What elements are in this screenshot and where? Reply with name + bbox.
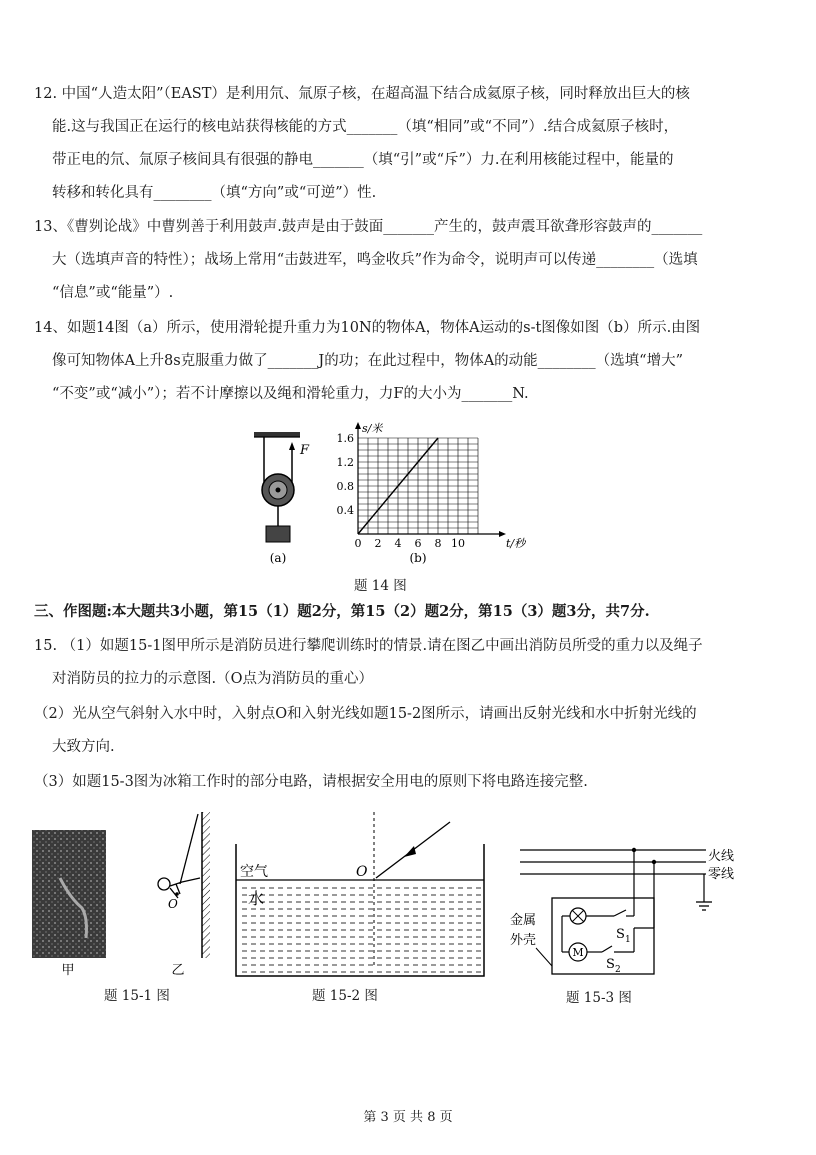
y-axis-label: s/米 [362, 422, 383, 435]
q14-line3: “不变”或“减小”）；若不计摩擦以及绳和滑轮重力，力F的大小为_______N. [52, 386, 529, 402]
label-b: (b) [409, 551, 427, 565]
label-metal: 金属 [510, 913, 537, 928]
label-s2-sub: 2 [615, 965, 621, 975]
q13-line2: 大（选填声音的特性）；战场上常用“击鼓进军，鸣金收兵”作为命令，说明声可以传递________（选填 [52, 252, 698, 268]
q15-line2: 对消防员的拉力的示意图.（O点为消防员的重心） [52, 671, 373, 687]
x-tick-label: 4 [394, 537, 402, 550]
q12-line2: 能.这与我国正在运行的核电站获得核能的方式_______（填“相同”或“不同”）.结合成氦原子核时， [52, 119, 679, 135]
label-water: 水 [248, 889, 265, 908]
x-axis-label: t/秒 [506, 537, 526, 550]
figure-15-1 [30, 808, 220, 980]
fridge-shell [552, 898, 654, 974]
x-tick-label: 2 [374, 537, 382, 550]
label-live: 火线 [708, 849, 735, 864]
ceiling-support [254, 432, 300, 437]
y-axis-arrow [355, 422, 361, 429]
label-yi: 乙 [171, 963, 185, 978]
label-s1-sub: 1 [625, 935, 631, 945]
label-a: (a) [269, 551, 287, 565]
figure-15-3-circuit [506, 840, 746, 980]
x-tick-label: 6 [414, 537, 422, 550]
q12-line1: 12. 中国“人造太阳”（EAST）是利用氘、氚原子核，在超高温下结合成氦原子核，同时释放出巨大的核 [34, 86, 690, 102]
y-tick-label: 0.8 [336, 480, 354, 493]
x-axis-arrow [499, 531, 506, 537]
label-s2: S [606, 957, 615, 972]
force-label: F [300, 443, 310, 458]
y-tick-label: 1.2 [336, 456, 354, 469]
q14-line1: 14、如题14图（a）所示，使用滑轮提升重力为10N的物体A，物体A运动的s-t图像如图（b）所示.由图 [34, 320, 701, 336]
q13-line1: 13、《曹刿论战》中曹刿善于利用鼓声.鼓声是由于鼓面_______产生的，鼓声震耳欲聋形容鼓声的_______ [34, 219, 703, 235]
label-jia: 甲 [61, 963, 75, 978]
q12-line4: 转移和转化具有________（填“方向”或“可逆”）性. [52, 185, 377, 201]
climber-head [158, 878, 170, 890]
figure-14a-pulley [248, 428, 328, 568]
fig15-1-caption: 题 15-1 图 [104, 988, 170, 1004]
x-tick-label: 8 [434, 537, 442, 550]
point-o: O [356, 864, 368, 880]
center-of-gravity [175, 892, 179, 896]
x-tick-label: 10 [451, 537, 465, 550]
incident-ray-arrow [404, 846, 416, 857]
force-arrow [289, 442, 295, 450]
q14-line2: 像可知物体A上升8s克服重力做了_______J的功；在此过程中，物体A的动能________（选填“增大” [52, 353, 683, 369]
section3-heading: 三、作图题:本大题共3小题，第15（1）题2分，第15（2）题2分，第15（3）题3分，共7分. [34, 603, 650, 620]
q15-line5: （3）如题15-3图为冰箱工作时的部分电路，请根据安全用电的原则下将电路连接完整. [34, 774, 588, 790]
figure-14b-st-chart [330, 420, 526, 570]
figure-15-2 [228, 808, 498, 980]
q15-line1: 15. （1）如题15-1图甲所示是消防员进行攀爬训练时的情景.请在图乙中画出消防员所受的重力以及绳子 [34, 638, 703, 654]
point-o: O [168, 897, 178, 911]
label-neutral: 零线 [708, 867, 735, 882]
q13-line3: “信息”或“能量”）. [52, 285, 174, 301]
y-tick-label: 1.6 [336, 432, 354, 445]
switch-s2 [602, 946, 612, 952]
fig15-3-caption: 题 15-3 图 [566, 990, 632, 1006]
object-a [266, 526, 290, 542]
fig14-caption: 题 14 图 [354, 578, 407, 594]
label-s1: S [616, 927, 625, 942]
motor-label: M [572, 946, 584, 959]
q15-line3: （2）光从空气斜射入水中时，入射点O和入射光线如题15-2图所示，请画出反射光线和水中折射光线的 [34, 706, 697, 722]
label-air: 空气 [240, 864, 268, 880]
page-footer: 第 3 页 共 8 页 [363, 1110, 453, 1125]
q15-line4: 大致方向. [52, 739, 115, 755]
water-fill [242, 888, 481, 972]
fig15-2-caption: 题 15-2 图 [312, 988, 378, 1004]
y-tick-label: 0.4 [336, 504, 354, 517]
label-shell: 外壳 [510, 933, 537, 948]
q12-line3: 带正电的氘、氚原子核间具有很强的静电_______（填“引”或“斥”）力.在利用核能过程中，能量的 [52, 152, 674, 168]
x-tick-label: 0 [354, 537, 362, 550]
switch-s1 [614, 910, 626, 916]
rope [180, 814, 198, 884]
